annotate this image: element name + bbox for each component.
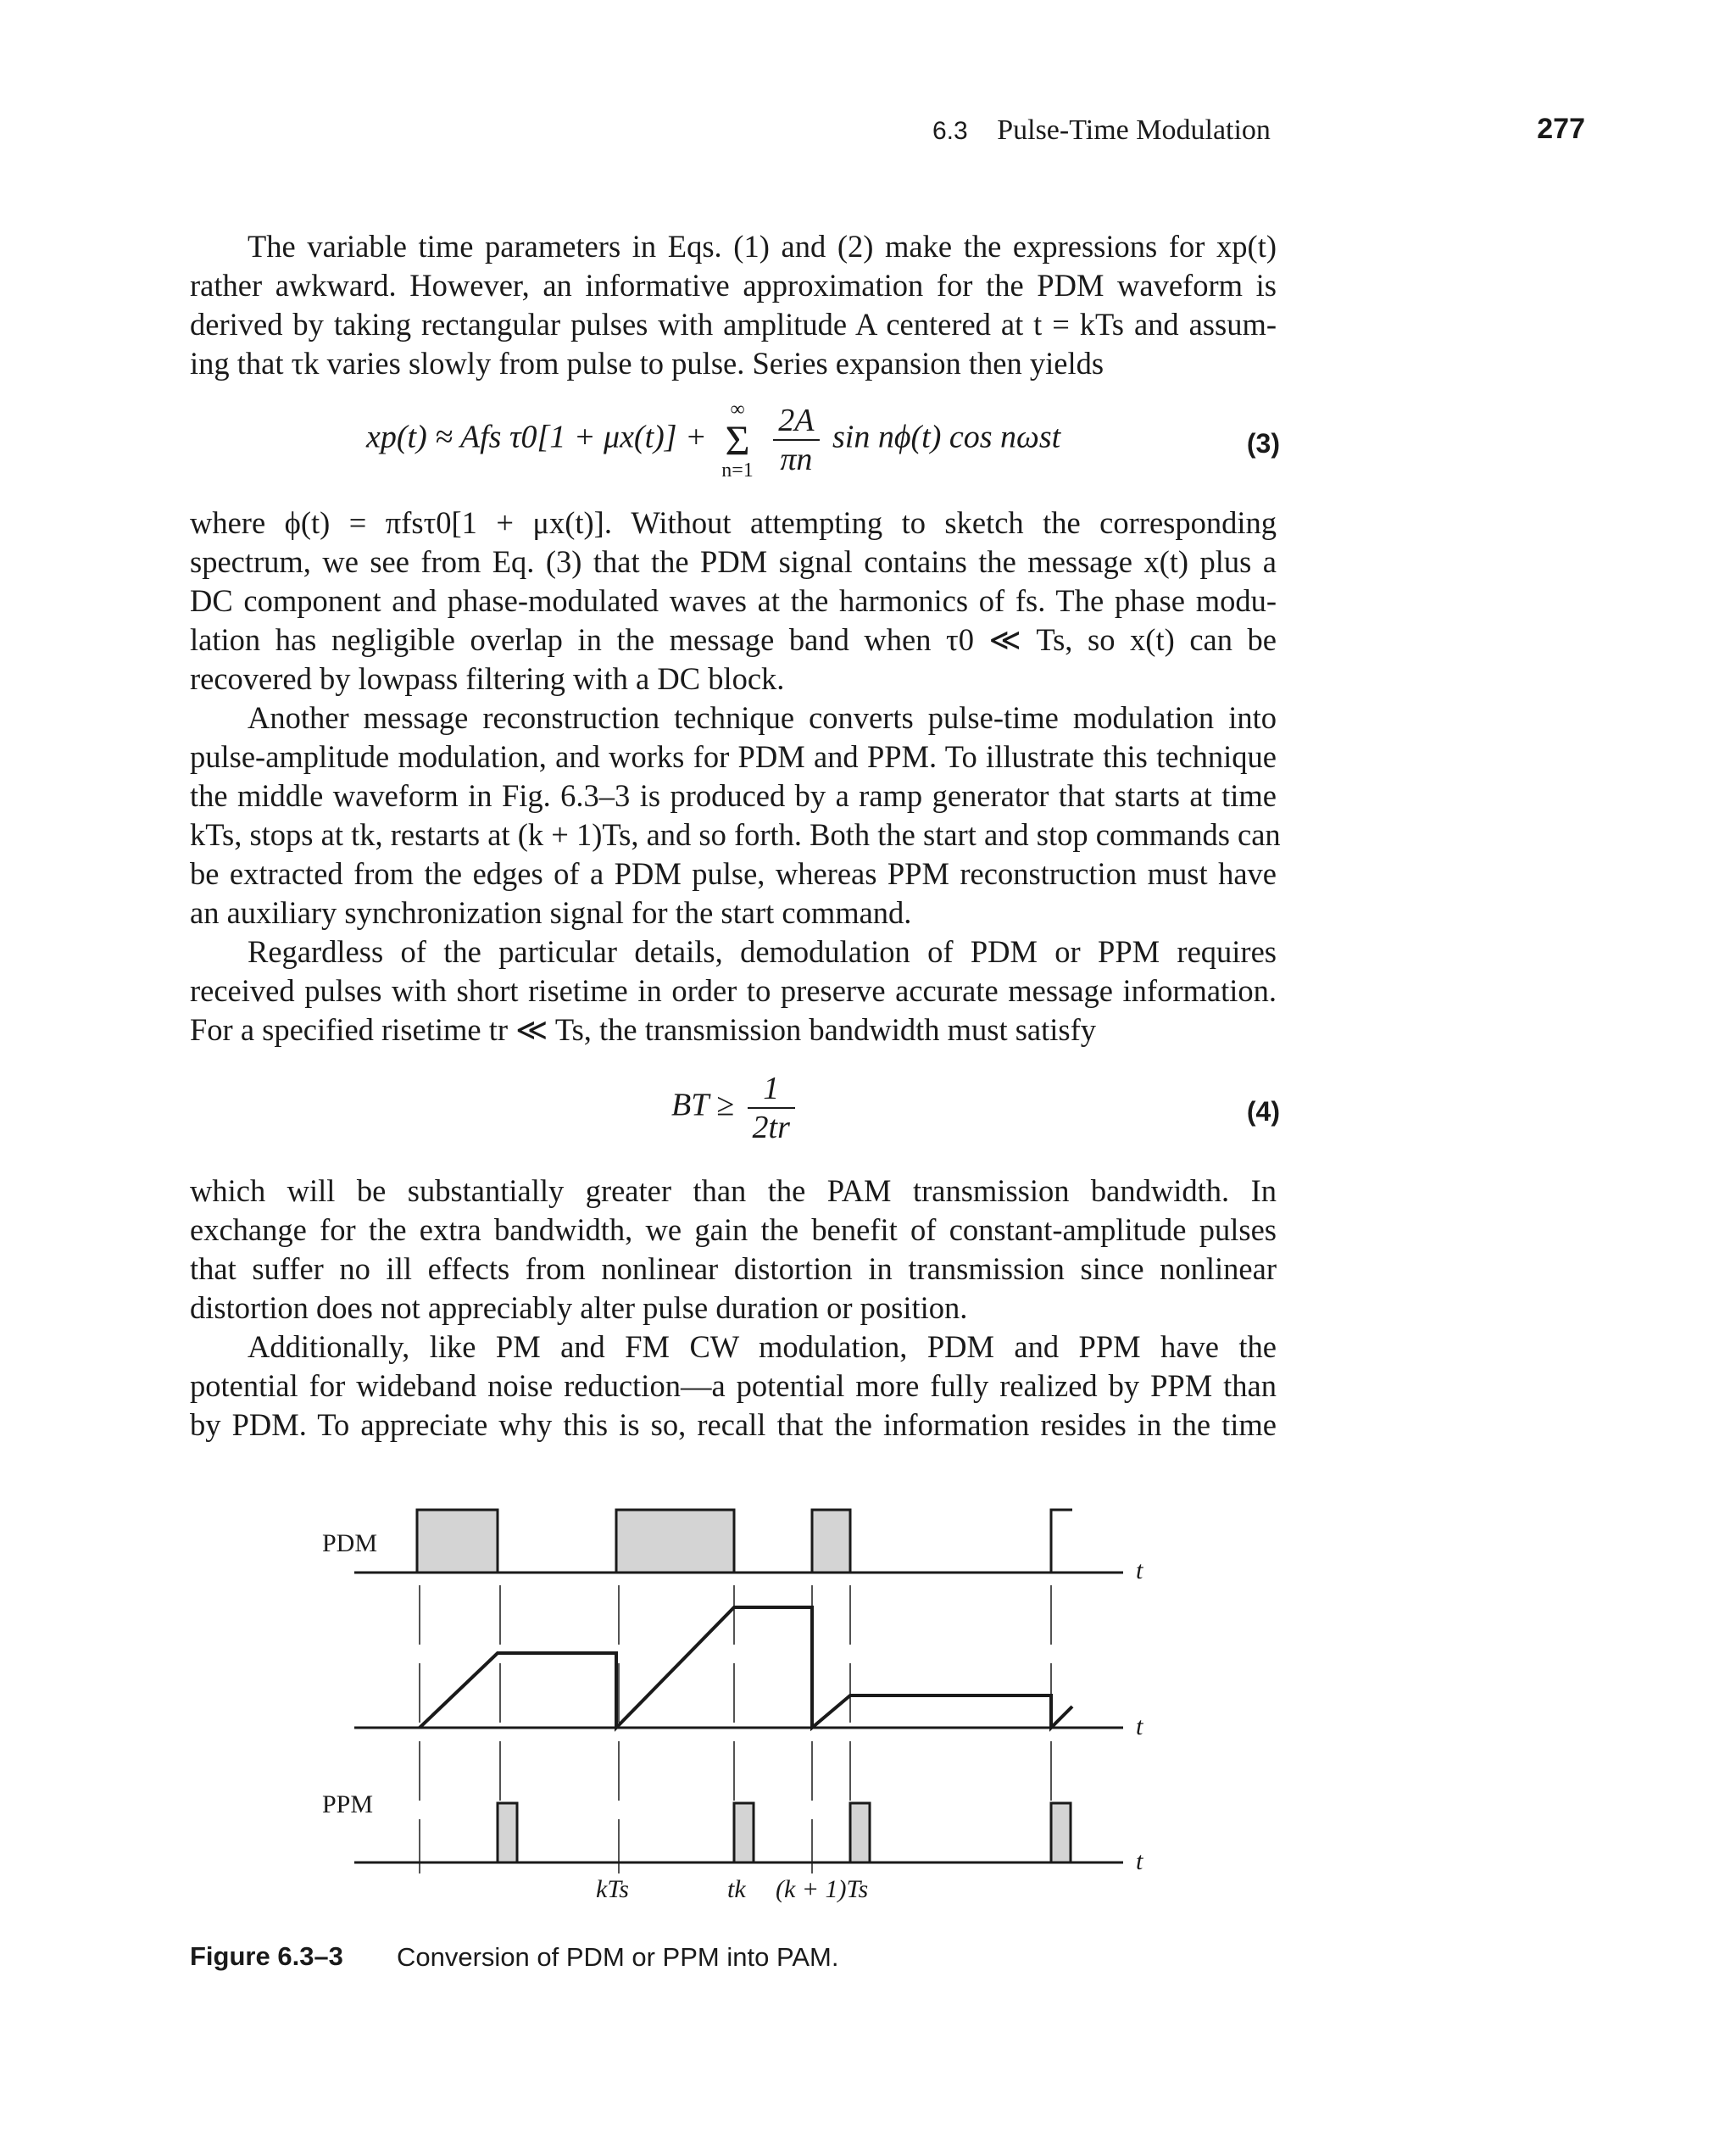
text-line: recovered by lowpass filtering with a DC block. [190, 661, 785, 696]
equation-number-3: (3) [1246, 428, 1280, 459]
text-line: that suffer no ill effects from nonlinear distortion in transmission since nonlinear [190, 1251, 1277, 1286]
eq4-denominator: 2tr [752, 1110, 790, 1145]
pdm-pulse [417, 1510, 498, 1573]
text-line: exchange for the extra bandwidth, we gain the benefit of constant-amplitude pulses [190, 1212, 1277, 1247]
text-line: DC component and phase-modulated waves at the harmonics of fs. The phase modu- [190, 583, 1277, 618]
pdm-partial-pulse [1051, 1510, 1072, 1573]
ppm-pulse [498, 1803, 517, 1862]
t-axis-label: t [1136, 1712, 1143, 1740]
sum-upper-limit: ∞ [730, 398, 745, 420]
ppm-label: PPM [322, 1790, 374, 1818]
eq3-rhs: sin nϕ(t) cos nωst [832, 419, 1061, 455]
section-number: 6.3 [932, 117, 968, 145]
text-line: an auxiliary synchronization signal for the start command. [190, 895, 912, 930]
text-line: derived by taking rectangular pulses with amplitude A centered at t = kTs and assum- [190, 307, 1277, 342]
text-line: lation has negligible overlap in the message band when τ0 ≪ Ts, so x(t) can be [190, 622, 1277, 657]
text-line: pulse-amplitude modulation, and works for PDM and PPM. To illustrate this technique [190, 739, 1277, 774]
ppm-pulse [850, 1803, 870, 1862]
pdm-label: PDM [322, 1529, 378, 1557]
equation-number-4: (4) [1246, 1096, 1280, 1127]
eq4-numerator: 1 [748, 1070, 795, 1109]
sum-lower-limit: n=1 [721, 459, 754, 482]
section-title: Pulse-Time Modulation [997, 114, 1271, 146]
ppm-pulse [1051, 1803, 1071, 1862]
text-line: Another message reconstruction technique converts pulse-time modulation into [248, 700, 1277, 735]
text-line: distortion does not appreciably alter pulse duration or position. [190, 1290, 968, 1325]
summation-symbol: ∞ Σ n=1 [721, 398, 754, 482]
text-line: Additionally, like PM and FM CW modulation, PDM and PPM have the [248, 1329, 1277, 1364]
figure-caption-label: Figure 6.3–3 [190, 1941, 343, 1971]
text-line: by PDM. To appreciate why this is so, recall that the information resides in the time [190, 1407, 1277, 1442]
text-line: rather awkward. However, an informative approximation for the PDM waveform is [190, 268, 1277, 303]
text-line: the middle waveform in Fig. 6.3–3 is produced by a ramp generator that starts at time [190, 778, 1277, 813]
text-line: spectrum, we see from Eq. (3) that the PDM signal contains the message x(t) plus a [190, 544, 1277, 579]
text-line: received pulses with short risetime in order to preserve accurate message information. [190, 973, 1277, 1008]
text-line: The variable time parameters in Eqs. (1) and (2) make the expressions for xp(t) [248, 229, 1277, 264]
eq3-numerator: 2A [773, 402, 819, 441]
text-line: For a specified risetime tr ≪ Ts, the transmission bandwidth must satisfy [190, 1012, 1097, 1047]
k1ts-label: (k + 1)Ts [776, 1875, 869, 1903]
ramp-waveform [420, 1607, 1072, 1728]
ppm-pulse [734, 1803, 754, 1862]
text-line: potential for wideband noise reduction—a potential more fully realized by PPM than [190, 1368, 1277, 1403]
tk-label: tk [727, 1875, 746, 1903]
figure-caption-text: Conversion of PDM or PPM into PAM. [397, 1942, 839, 1972]
t-axis-label: t [1136, 1556, 1143, 1584]
pdm-pulse [616, 1510, 734, 1573]
text-line: be extracted from the edges of a PDM pulse, whereas PPM reconstruction must have [190, 856, 1277, 891]
eq3-lhs: xp(t) ≈ Afs τ0[1 + μx(t)] + [366, 419, 707, 455]
text-line: which will be substantially greater than the PAM transmission bandwidth. In [190, 1173, 1277, 1208]
pdm-pulse [812, 1510, 850, 1573]
eq4-lhs: BT ≥ [671, 1087, 735, 1123]
text-line: ing that τk varies slowly from pulse to pulse. Series expansion then yields [190, 346, 1104, 381]
text-line: where ϕ(t) = πfsτ0[1 + μx(t)]. Without attempting to sketch the corresponding [190, 505, 1277, 540]
page-number: 277 [1537, 113, 1585, 145]
text-line: Regardless of the particular details, demodulation of PDM or PPM requires [248, 934, 1277, 969]
t-axis-label: t [1136, 1847, 1143, 1875]
eq3-denominator: πn [780, 442, 813, 477]
text-line: kTs, stops at tk, restarts at (k + 1)Ts, and so forth. Both the start and stop commands can [190, 817, 1281, 852]
kts-label: kTs [596, 1875, 629, 1903]
